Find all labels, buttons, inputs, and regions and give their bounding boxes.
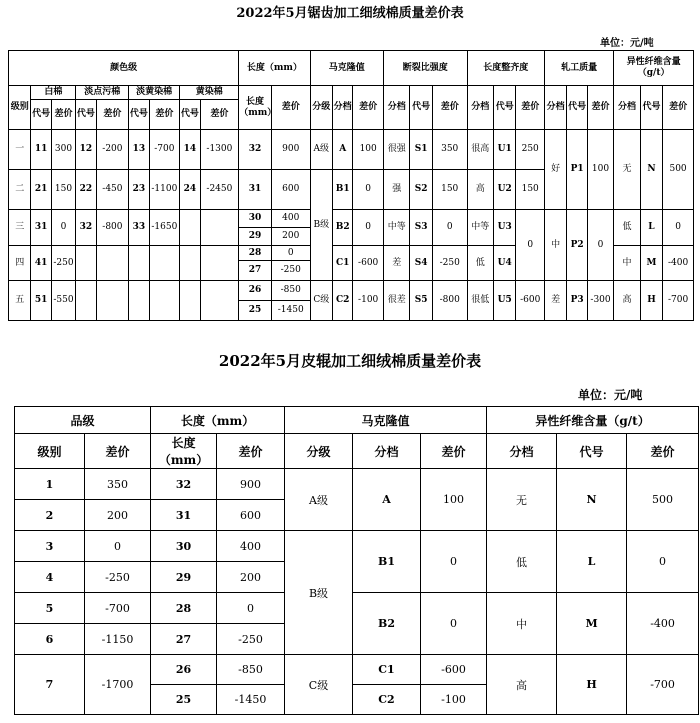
- mic-range-cell: B2: [353, 593, 421, 655]
- length-cell: 30: [151, 531, 217, 562]
- prep-range-header: 分档: [544, 86, 566, 130]
- code-cell: [180, 246, 200, 281]
- diff-cell: [96, 246, 129, 281]
- table-row: [15, 593, 699, 624]
- diff-cell: -550: [51, 281, 75, 321]
- uniformity-code-cell: U2: [494, 170, 516, 210]
- code-cell: 32: [76, 210, 96, 246]
- strength-range-cell: 很差: [383, 281, 409, 321]
- color-grade-header: 颜色级: [9, 51, 239, 86]
- foreign-fiber-header: 异性纤维含量（g/t）: [614, 51, 694, 86]
- length-diff-cell: 900: [217, 469, 285, 500]
- mic-diff-cell: 100: [421, 469, 487, 531]
- foreign-diff-cell: -400: [627, 593, 699, 655]
- strength-code-cell: S5: [410, 281, 432, 321]
- grade-header: 级别: [9, 86, 31, 130]
- length-diff-cell: 900: [271, 130, 310, 170]
- foreign-diff-cell: 500: [627, 469, 699, 531]
- mic-range-cell: C2: [333, 281, 353, 321]
- mic-range-cell: A: [353, 469, 421, 531]
- length-cell: 25: [239, 301, 272, 321]
- code-cell: [180, 210, 200, 246]
- length-cell: 27: [151, 624, 217, 655]
- length-diff-cell: -250: [217, 624, 285, 655]
- uniformity-range-header: 分档: [467, 86, 493, 130]
- length-diff-header: 差价: [217, 434, 285, 469]
- prep-range-cell: 好: [544, 130, 566, 210]
- strength-diff-cell: 150: [432, 170, 467, 210]
- foreign-diff-cell: -400: [663, 246, 694, 281]
- uniformity-range-cell: 很高: [467, 130, 493, 170]
- mic-grade-cell: B级: [285, 531, 353, 655]
- length-diff-cell: 600: [217, 500, 285, 531]
- length-cell: 27: [239, 261, 272, 281]
- uniformity-code-cell: U4: [494, 246, 516, 281]
- foreign-diff-cell: -700: [627, 655, 699, 715]
- saw-gin-table-title: 2022年5月锯齿加工细绒棉质量差价表: [236, 6, 464, 21]
- grade-cell: 三: [9, 210, 31, 246]
- uniformity-diff-cell: -600: [516, 281, 545, 321]
- length-diff-cell: 0: [271, 246, 310, 261]
- uniformity-code-cell: U3: [494, 210, 516, 246]
- header-row-top: [15, 407, 699, 434]
- prep-range-cell: 中: [544, 210, 566, 281]
- diff-cell: [149, 281, 180, 321]
- code-cell: 51: [31, 281, 51, 321]
- foreign-diff-cell: 0: [627, 531, 699, 593]
- code-cell: 24: [180, 170, 200, 210]
- length-col-header: 长度（mm）: [151, 434, 217, 469]
- light-spot-header: 淡点污棉: [76, 86, 129, 100]
- mic-diff-cell: 0: [421, 531, 487, 593]
- header-row-top: [9, 51, 694, 86]
- length-diff-cell: 200: [217, 562, 285, 593]
- uniformity-code-cell: U5: [494, 281, 516, 321]
- mic-diff-cell: -600: [421, 655, 487, 685]
- foreign-code-cell: L: [640, 210, 662, 246]
- foreign-range-cell: 无: [487, 469, 557, 531]
- ly-code-header: 代号: [129, 100, 149, 130]
- length-cell: 29: [239, 228, 272, 246]
- grade-cell: 一: [9, 130, 31, 170]
- foreign-diff-cell: -700: [663, 281, 694, 321]
- length-cell: 32: [151, 469, 217, 500]
- foreign-code-header: 代号: [640, 86, 662, 130]
- diff-cell: [149, 246, 180, 281]
- uniformity-diff-cell: 150: [516, 170, 545, 210]
- strength-range-cell: 中等: [383, 210, 409, 246]
- prep-range-cell: 差: [544, 281, 566, 321]
- grade-diff-cell: -700: [85, 593, 151, 624]
- mic-diff-header: 差价: [421, 434, 487, 469]
- grade-diff-cell: -1700: [85, 655, 151, 715]
- prep-code-cell: P1: [567, 130, 587, 210]
- grade-header: 品级: [15, 407, 151, 434]
- strength-range-cell: 强: [383, 170, 409, 210]
- foreign-range-cell: 低: [614, 210, 640, 246]
- mic-diff-cell: 0: [353, 210, 384, 246]
- length-diff-cell: 200: [271, 228, 310, 246]
- strength-code-header: 代号: [410, 86, 432, 130]
- mic-grade-header: 分级: [310, 86, 332, 130]
- diff-cell: -450: [96, 170, 129, 210]
- grade-diff-cell: 200: [85, 500, 151, 531]
- prep-code-cell: P2: [567, 210, 587, 281]
- code-cell: 21: [31, 170, 51, 210]
- uniformity-range-cell: 高: [467, 170, 493, 210]
- mic-range-header: 分档: [353, 434, 421, 469]
- mic-grade-cell: B级: [310, 170, 332, 281]
- mic-header: 马克隆值: [310, 51, 383, 86]
- diff-cell: -200: [96, 130, 129, 170]
- code-cell: [180, 281, 200, 321]
- grade-diff-cell: 0: [85, 531, 151, 562]
- diff-cell: 150: [51, 170, 75, 210]
- spot-diff-header: 差价: [96, 100, 129, 130]
- roller-gin-table-title: 2022年5月皮辊加工细绒棉质量差价表: [218, 352, 482, 370]
- diff-cell: -1100: [149, 170, 180, 210]
- diff-cell: -800: [96, 210, 129, 246]
- foreign-code-cell: N: [557, 469, 627, 531]
- foreign-diff-cell: 0: [663, 210, 694, 246]
- strength-header: 断裂比强度: [383, 51, 467, 86]
- uniformity-range-cell: 中等: [467, 210, 493, 246]
- mic-diff-cell: -100: [353, 281, 384, 321]
- prep-header: 轧工质量: [544, 51, 613, 86]
- length-header: 长度（mm）: [239, 51, 310, 86]
- light-yellow-header: 淡黄染棉: [129, 86, 180, 100]
- length-diff-cell: -850: [217, 655, 285, 685]
- length-diff-header: 差价: [271, 86, 310, 130]
- length-cell: 29: [151, 562, 217, 593]
- strength-range-header: 分档: [383, 86, 409, 130]
- uniformity-diff-cell: 250: [516, 130, 545, 170]
- uniformity-code-cell: U1: [494, 130, 516, 170]
- length-cell: 26: [151, 655, 217, 685]
- code-cell: [129, 246, 149, 281]
- uniformity-code-header: 代号: [494, 86, 516, 130]
- diff-cell: [200, 210, 239, 246]
- foreign-range-cell: 中: [487, 593, 557, 655]
- foreign-range-cell: 低: [487, 531, 557, 593]
- white-diff-header: 差价: [51, 100, 75, 130]
- length-diff-cell: 0: [217, 593, 285, 624]
- mic-diff-cell: -600: [353, 246, 384, 281]
- foreign-range-cell: 中: [614, 246, 640, 281]
- diff-cell: -1300: [200, 130, 239, 170]
- foreign-range-cell: 无: [614, 130, 640, 210]
- strength-diff-cell: 350: [432, 130, 467, 170]
- prep-code-cell: P3: [567, 281, 587, 321]
- prep-diff-cell: -300: [587, 281, 614, 321]
- strength-diff-header: 差价: [432, 86, 467, 130]
- code-cell: 41: [31, 246, 51, 281]
- prep-diff-cell: 100: [587, 130, 614, 210]
- diff-cell: [200, 281, 239, 321]
- length-cell: 26: [239, 281, 272, 301]
- diff-cell: [96, 281, 129, 321]
- level-cell: 7: [15, 655, 85, 715]
- roller-gin-unit-label: 单位：元/吨: [578, 388, 643, 402]
- grade-diff-cell: -250: [85, 562, 151, 593]
- diff-cell: -700: [149, 130, 180, 170]
- mic-range-cell: C1: [333, 246, 353, 281]
- table-row: [15, 531, 699, 562]
- uniformity-range-cell: 低: [467, 246, 493, 281]
- foreign-code-cell: H: [640, 281, 662, 321]
- level-cell: 6: [15, 624, 85, 655]
- strength-code-cell: S3: [410, 210, 432, 246]
- foreign-range-header: 分档: [614, 86, 640, 130]
- roller-gin-price-table: [14, 406, 699, 715]
- code-cell: 33: [129, 210, 149, 246]
- foreign-range-cell: 高: [614, 281, 640, 321]
- mic-grade-cell: C级: [285, 655, 353, 715]
- strength-code-cell: S2: [410, 170, 432, 210]
- header-row-sub: [15, 434, 699, 469]
- level-cell: 1: [15, 469, 85, 500]
- strength-diff-cell: -250: [432, 246, 467, 281]
- prep-diff-cell: 0: [587, 210, 614, 281]
- mic-diff-cell: 100: [353, 130, 384, 170]
- uniformity-diff-header: 差价: [516, 86, 545, 130]
- mic-grade-header: 分级: [285, 434, 353, 469]
- prep-code-header: 代号: [567, 86, 587, 130]
- mic-diff-cell: 0: [421, 593, 487, 655]
- code-cell: [76, 246, 96, 281]
- code-cell: 12: [76, 130, 96, 170]
- diff-cell: 0: [51, 210, 75, 246]
- diff-cell: -250: [51, 246, 75, 281]
- grade-diff-cell: 350: [85, 469, 151, 500]
- yellow-header: 黄染棉: [180, 86, 239, 100]
- y-code-header: 代号: [180, 100, 200, 130]
- length-header: 长度（mm）: [151, 407, 285, 434]
- saw-gin-price-table: [8, 50, 694, 321]
- code-cell: [76, 281, 96, 321]
- white-code-header: 代号: [31, 100, 51, 130]
- diff-cell: -2450: [200, 170, 239, 210]
- foreign-diff-cell: 500: [663, 130, 694, 210]
- strength-diff-cell: 0: [432, 210, 467, 246]
- level-cell: 3: [15, 531, 85, 562]
- ly-diff-header: 差价: [149, 100, 180, 130]
- length-diff-cell: 400: [217, 531, 285, 562]
- white-cotton-header: 白棉: [31, 86, 76, 100]
- mic-header: 马克隆值: [285, 407, 487, 434]
- mic-diff-cell: 0: [353, 170, 384, 210]
- strength-range-cell: 差: [383, 246, 409, 281]
- length-cell: 28: [151, 593, 217, 624]
- diff-cell: [200, 246, 239, 281]
- mic-range-cell: B1: [333, 170, 353, 210]
- level-cell: 5: [15, 593, 85, 624]
- mic-range-cell: C1: [353, 655, 421, 685]
- grade-cell: 四: [9, 246, 31, 281]
- uniformity-header: 长度整齐度: [467, 51, 544, 86]
- prep-diff-header: 差价: [587, 86, 614, 130]
- mic-range-cell: B2: [333, 210, 353, 246]
- code-cell: 11: [31, 130, 51, 170]
- mic-range-cell: B1: [353, 531, 421, 593]
- table-row: [9, 281, 694, 301]
- length-col-header: 长度（mm）: [239, 86, 272, 130]
- y-diff-header: 差价: [200, 100, 239, 130]
- mic-grade-cell: A级: [310, 130, 332, 170]
- mic-diff-cell: -100: [421, 685, 487, 715]
- length-cell: 31: [239, 170, 272, 210]
- foreign-fiber-header: 异性纤维含量（g/t）: [487, 407, 699, 434]
- foreign-code-cell: H: [557, 655, 627, 715]
- foreign-code-cell: M: [557, 593, 627, 655]
- length-diff-cell: -250: [271, 261, 310, 281]
- table-row: [9, 210, 694, 228]
- length-cell: 31: [151, 500, 217, 531]
- grade-cell: 二: [9, 170, 31, 210]
- strength-code-cell: S1: [410, 130, 432, 170]
- mic-range-cell: A: [333, 130, 353, 170]
- code-cell: 23: [129, 170, 149, 210]
- strength-range-cell: 很强: [383, 130, 409, 170]
- length-cell: 30: [239, 210, 272, 228]
- mic-grade-cell: A级: [285, 469, 353, 531]
- mic-range-header: 分档: [333, 86, 353, 130]
- strength-code-cell: S4: [410, 246, 432, 281]
- foreign-code-cell: L: [557, 531, 627, 593]
- foreign-range-header: 分档: [487, 434, 557, 469]
- diff-cell: -1650: [149, 210, 180, 246]
- foreign-code-header: 代号: [557, 434, 627, 469]
- length-cell: 28: [239, 246, 272, 261]
- level-cell: 4: [15, 562, 85, 593]
- table-row: [9, 130, 694, 150]
- grade-diff-cell: -1150: [85, 624, 151, 655]
- grade-cell: 五: [9, 281, 31, 321]
- code-cell: 22: [76, 170, 96, 210]
- length-diff-cell: -1450: [217, 685, 285, 715]
- uniformity-diff-cell: 0: [516, 210, 545, 281]
- foreign-code-cell: N: [640, 130, 662, 210]
- length-cell: 32: [239, 130, 272, 170]
- foreign-range-cell: 高: [487, 655, 557, 715]
- length-diff-cell: -1450: [271, 301, 310, 321]
- foreign-diff-header: 差价: [663, 86, 694, 130]
- code-cell: [129, 281, 149, 321]
- table-row: [15, 655, 699, 685]
- code-cell: 14: [180, 130, 200, 170]
- uniformity-range-cell: 很低: [467, 281, 493, 321]
- mic-grade-cell: C级: [310, 281, 332, 321]
- spot-code-header: 代号: [76, 100, 96, 130]
- mic-range-cell: C2: [353, 685, 421, 715]
- foreign-diff-header: 差价: [627, 434, 699, 469]
- mic-diff-header: 差价: [353, 86, 384, 130]
- code-cell: 13: [129, 130, 149, 170]
- length-diff-cell: 600: [271, 170, 310, 210]
- length-diff-cell: -850: [271, 281, 310, 301]
- length-cell: 25: [151, 685, 217, 715]
- length-diff-cell: 400: [271, 210, 310, 228]
- code-cell: 31: [31, 210, 51, 246]
- grade-diff-header: 差价: [85, 434, 151, 469]
- diff-cell: 300: [51, 130, 75, 170]
- saw-gin-unit-label: 单位：元/吨: [600, 38, 654, 49]
- header-row-mid: [9, 86, 694, 100]
- level-cell: 2: [15, 500, 85, 531]
- foreign-code-cell: M: [640, 246, 662, 281]
- level-header: 级别: [15, 434, 85, 469]
- strength-diff-cell: -800: [432, 281, 467, 321]
- table-row: [15, 469, 699, 500]
